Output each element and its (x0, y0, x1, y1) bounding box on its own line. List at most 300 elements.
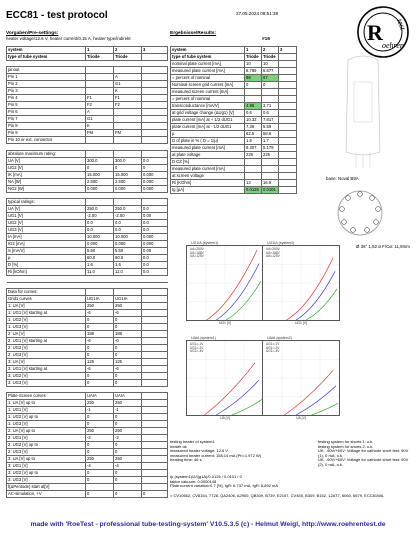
row-value (279, 159, 297, 166)
row-label: 2: UA [V] up to (7, 428, 86, 435)
row-value: 0.0 (86, 220, 114, 227)
row-value (114, 150, 142, 157)
table-row (171, 124, 297, 131)
row-value (142, 199, 168, 206)
row-value (279, 96, 297, 103)
row-value: 0.6 (262, 110, 279, 117)
row-value: F1 (86, 95, 114, 102)
row-label: Nominal screen grid current [mA] (171, 82, 245, 89)
row-value: 125 (86, 358, 114, 365)
row-value: 0 (86, 164, 114, 171)
row-value: 0 (114, 491, 142, 498)
row-value: 11.0 (86, 269, 114, 276)
base-label: base: Noval B9A (326, 176, 359, 181)
row-value (279, 54, 297, 61)
row-label: plate current [mA] at - 1/2 dUG1 (171, 124, 245, 131)
svg-text:test: test (395, 17, 408, 32)
row-value: 0.000 (142, 185, 168, 192)
row-value: 0.0126 (245, 187, 262, 194)
plot-legend: UA=250V UA=188V UA=125V (190, 247, 204, 259)
row-value (142, 435, 168, 442)
row-label: UG3 [V] (7, 227, 86, 234)
row-value (114, 137, 142, 144)
row-value: -6 (114, 309, 142, 316)
plot-ug1ia-system2 (262, 241, 340, 325)
table-row (7, 442, 168, 449)
row-value (142, 477, 168, 484)
row-value: 1 (86, 47, 114, 54)
table-row (171, 103, 297, 110)
row-value: -2 (86, 435, 114, 442)
row-value: 67 (262, 75, 279, 82)
row-value (142, 109, 168, 116)
row-value (142, 344, 168, 351)
row-label: 2: UG2 [V] up to (7, 442, 86, 449)
row-value: 10.000 (86, 234, 114, 241)
row-value (142, 484, 168, 491)
table-row (7, 372, 168, 379)
row-value (86, 199, 114, 206)
row-value: 0 (142, 164, 168, 171)
row-value: 58.6 (262, 131, 279, 138)
row-value: 0 (114, 316, 142, 323)
row-value: 3.71 (262, 103, 279, 110)
row-label: UA [V] (7, 206, 86, 213)
row-value (142, 295, 168, 302)
row-value: Triode (86, 54, 114, 61)
row-value (86, 137, 114, 144)
row-label: Plate-Screen curves (7, 393, 86, 400)
row-label: at plate voltage (171, 152, 245, 159)
table-row (7, 421, 168, 428)
table-row (7, 407, 168, 414)
row-label: plate current [mA] at + 1/2 dUG1 (171, 117, 245, 124)
row-value: G1 (86, 116, 114, 123)
table-row (171, 61, 297, 68)
row-label: 3: UG1 [V] (7, 463, 86, 470)
table-row (7, 358, 168, 365)
row-value (142, 358, 168, 365)
row-label: 1: UG1 [V] starting at (7, 309, 86, 316)
table-row (7, 171, 168, 178)
presettings-subtitle: heater voltage/12.6 V, heater current/0.15 A, heater type/indirekt (6, 36, 131, 41)
row-value (86, 81, 114, 88)
table-row (7, 234, 168, 241)
table-row (7, 295, 168, 302)
row-value: 0 (114, 351, 142, 358)
row-value: 0.0 (114, 227, 142, 234)
row-value: 0.0 (142, 220, 168, 227)
row-value: Triode (245, 54, 262, 61)
row-value: 0.0 (142, 206, 168, 213)
x-axis-label: UA [V] (220, 416, 230, 420)
row-value (279, 89, 297, 96)
row-value (279, 68, 297, 75)
table-row (7, 330, 168, 337)
row-value: 0 (86, 344, 114, 351)
table-row (7, 255, 168, 262)
row-value: 0 (86, 477, 114, 484)
row-label: 3: UA [V] up to (7, 456, 86, 463)
row-label: 1: UG2 [V] up to (7, 414, 86, 421)
table-row (7, 95, 168, 102)
row-value: 225 (245, 152, 262, 159)
plot-ug1ia-system1 (186, 241, 264, 325)
short-test-notes: testing system for shorts 1: o.k. testing system for shorts 2: o.k. UK: -90V/+60V: Voltage for cathode short test: 90V (1), 0 mA, o.k. UK: -90V/+60V: Voltage for cathode short test: 90V (2), 0 mA, o.k. (318, 439, 409, 467)
row-value (114, 288, 142, 295)
table-row (7, 393, 168, 400)
row-label: Ri [kOhm] (7, 269, 86, 276)
table-row (171, 75, 297, 82)
row-value: -6 (114, 337, 142, 344)
table-row (171, 131, 297, 138)
table-row (171, 187, 297, 194)
tube-number: #16 (262, 37, 271, 42)
row-value: 188 (86, 330, 114, 337)
row-value: 1.7 (262, 138, 279, 145)
row-value: 7.817 (262, 117, 279, 124)
timestamp: 27.05.2024 08:51:39 (236, 11, 279, 16)
row-value: 15.000 (86, 171, 114, 178)
row-value: 0 (86, 442, 114, 449)
row-label: IA [mA] (7, 234, 86, 241)
row-value (262, 159, 279, 166)
row-value: Triode (262, 54, 279, 61)
row-value: 3 (279, 47, 297, 54)
table-row (7, 206, 168, 213)
table-row (7, 456, 168, 463)
row-value (142, 470, 168, 477)
pinout-diagram (330, 183, 390, 243)
table-row (7, 88, 168, 95)
row-value: -6 (86, 309, 114, 316)
row-value: 2 (262, 47, 279, 54)
table-row (7, 379, 168, 386)
row-value: 0 (86, 316, 114, 323)
row-value: UG1IA (114, 295, 142, 302)
row-value (86, 88, 114, 95)
row-value: 0.0 (142, 157, 168, 164)
row-value (86, 150, 114, 157)
row-value: 0.00 (142, 248, 168, 255)
row-value (262, 96, 279, 103)
table-row (7, 309, 168, 316)
row-label: D CZ [%] (171, 159, 245, 166)
row-value: 0 (86, 470, 114, 477)
plot-title: UAIA (system1) (191, 336, 216, 340)
plot-title: UG1IA (system1) (191, 241, 219, 245)
row-label: UA [V] (7, 157, 86, 164)
row-value: 0.0 (142, 227, 168, 234)
row-value: 5.50 (86, 248, 114, 255)
table-row (7, 102, 168, 109)
row-value (245, 89, 262, 96)
row-label: at grid voltage change (ΔUg1) [V] (171, 110, 245, 117)
row-value (279, 145, 297, 152)
table-row (171, 68, 297, 75)
row-value (114, 109, 142, 116)
table-row (7, 428, 168, 435)
row-value: -1 (114, 407, 142, 414)
row-value: Triode (114, 54, 142, 61)
table-row (171, 54, 297, 61)
row-label: 2: UG1 [V] starting at (7, 337, 86, 344)
row-value (279, 173, 297, 180)
row-value (142, 123, 168, 130)
row-value: 1.6 (114, 262, 142, 269)
table-row (171, 96, 297, 103)
plot-title: UG1IA (system2) (267, 241, 295, 245)
row-value: 250.0 (86, 206, 114, 213)
table-row (7, 137, 168, 144)
row-value: 2.500 (86, 178, 114, 185)
row-value: 88 (245, 75, 262, 82)
table-row (171, 138, 297, 145)
row-value: 0 (114, 344, 142, 351)
row-value: A (114, 74, 142, 81)
row-label: type of tube system (171, 54, 245, 61)
row-value (142, 428, 168, 435)
row-label: 3: UG3 [V] (7, 477, 86, 484)
row-value (279, 61, 297, 68)
row-value (142, 379, 168, 386)
tube-dimensions: Ø 36° 1,82 ø F/Cø: 11,9mm (356, 244, 410, 249)
table-row (7, 81, 168, 88)
row-value: 0 (114, 477, 142, 484)
row-value (142, 323, 168, 330)
row-value (279, 110, 297, 117)
row-label: at screen voltage (171, 173, 245, 180)
row-value: 0 (114, 442, 142, 449)
row-value (262, 173, 279, 180)
row-value (114, 67, 142, 74)
row-value: 0.000 (86, 241, 114, 248)
row-value (114, 484, 142, 491)
table-row (7, 316, 168, 323)
row-value: 0.6 (245, 110, 262, 117)
results-table (170, 46, 297, 194)
row-label: µ (171, 131, 245, 138)
row-label: = percent of nominal (171, 96, 245, 103)
table-row (7, 74, 168, 81)
row-value: 10 (245, 61, 262, 68)
row-value (142, 316, 168, 323)
table-row (7, 365, 168, 372)
row-label: NG2 [W] (7, 185, 86, 192)
row-value (279, 117, 297, 124)
row-value (142, 150, 168, 157)
row-value: 0 (114, 379, 142, 386)
row-value (142, 407, 168, 414)
row-value: 0.0 (86, 227, 114, 234)
row-value (142, 74, 168, 81)
row-value: UAIA (86, 393, 114, 400)
row-value (142, 102, 168, 109)
row-value: 2 (114, 47, 142, 54)
row-value (245, 173, 262, 180)
row-label: 1: UG3 [V] (7, 421, 86, 428)
row-value: FM (114, 130, 142, 137)
row-value (142, 67, 168, 74)
row-value (142, 365, 168, 372)
row-value: -6 (86, 365, 114, 372)
table-row (7, 288, 168, 295)
row-label: pinout (7, 67, 86, 74)
table-row (7, 123, 168, 130)
table-row (7, 241, 168, 248)
row-label: 3: UA [V] (7, 358, 86, 365)
row-value: 0 (114, 414, 142, 421)
table-row (7, 414, 168, 421)
row-label: AC-simulation, +V (7, 491, 86, 498)
table-row (7, 213, 168, 220)
row-value: -6 (114, 365, 142, 372)
row-value (142, 81, 168, 88)
row-value: 250 (86, 302, 114, 309)
row-value (114, 116, 142, 123)
row-value: 0 (86, 421, 114, 428)
table-row (7, 351, 168, 358)
row-value: -4 (86, 463, 114, 470)
row-label: S [mA/V] (7, 248, 86, 255)
table-row (171, 110, 297, 117)
table-row (7, 435, 168, 442)
row-value (142, 130, 168, 137)
row-label: tg [µA] (171, 187, 245, 194)
row-value: A (86, 109, 114, 116)
table-row (7, 262, 168, 269)
row-value: 60.0 (114, 255, 142, 262)
row-value (142, 302, 168, 309)
row-label: Pin 9 (7, 130, 86, 137)
row-label: IK [mA] (7, 171, 86, 178)
table-row (7, 227, 168, 234)
row-value (142, 288, 168, 295)
row-value: 1 (245, 47, 262, 54)
table-row (171, 173, 297, 180)
row-value: 188 (114, 330, 142, 337)
table-row (7, 477, 168, 484)
row-value: 250 (114, 302, 142, 309)
row-label: Ri [KOhm] (171, 180, 245, 187)
row-label: 1: UA [V] up to (7, 400, 86, 407)
row-label: absolute maximum rating: (7, 150, 86, 157)
tube-outline-drawing (328, 52, 398, 172)
x-axis-label: UG1 [V] (218, 321, 232, 325)
row-value (279, 187, 297, 194)
row-value: 0.000 (142, 241, 168, 248)
table-row (7, 463, 168, 470)
plot-legend: UG1=-1V UG1=-2V UG1=-4V (266, 342, 280, 354)
row-label: 2: UG1 [V] (7, 435, 86, 442)
plot-uaia-system1 (186, 336, 264, 420)
row-value (142, 456, 168, 463)
row-value: F2 (114, 102, 142, 109)
row-value: 62.5 (245, 131, 262, 138)
row-label: Pin 1 (7, 74, 86, 81)
row-value: -6 (86, 337, 114, 344)
table-row (7, 116, 168, 123)
row-value (142, 54, 168, 61)
table-row (7, 269, 168, 276)
row-value: -2 (114, 435, 142, 442)
row-value: 1.6 (245, 138, 262, 145)
row-value: 250 (86, 456, 114, 463)
row-value (86, 484, 114, 491)
row-label: 1: UG1 [V] (7, 407, 86, 414)
row-label: transconductance [mA/V] (171, 103, 245, 110)
row-value: 13 (245, 180, 262, 187)
row-value: 0 (114, 372, 142, 379)
row-value: 0 (86, 414, 114, 421)
row-value: 7.36 (245, 124, 262, 131)
table-row (171, 159, 297, 166)
row-value: 0.000 (142, 171, 168, 178)
row-value: 0 (245, 82, 262, 89)
row-value (114, 123, 142, 130)
row-value: 5.59 (262, 124, 279, 131)
row-value: 0 (86, 449, 114, 456)
row-value: -4 (114, 463, 142, 470)
table-row (7, 491, 168, 498)
row-value: 0.0 (142, 262, 168, 269)
row-value: 300.0 (114, 157, 142, 164)
table-row (7, 47, 168, 54)
svg-text:R: R (367, 20, 383, 45)
row-label: D of plate in % ( D = 1/µ) (171, 138, 245, 145)
row-value: 0 (86, 323, 114, 330)
table-row (171, 89, 297, 96)
row-value (86, 67, 114, 74)
row-label: 1: UG3 [V] (7, 323, 86, 330)
table-row (7, 199, 168, 206)
row-label: 3: UG1 [V] starting at (7, 365, 86, 372)
row-value: -2.00 (86, 213, 114, 220)
row-label: 1: UG2 [V] (7, 316, 86, 323)
row-value: UG1IA (86, 295, 114, 302)
row-value: 250 (114, 428, 142, 435)
row-value: 8.785 (245, 68, 262, 75)
row-value: 0 (114, 470, 142, 477)
table-row (7, 248, 168, 255)
row-value: 0 (86, 351, 114, 358)
row-value: 4.95 (245, 103, 262, 110)
row-label: f(ΔPentode) start at[V] (7, 484, 86, 491)
row-value (279, 180, 297, 187)
row-value: 0 (114, 421, 142, 428)
row-value (279, 82, 297, 89)
row-value (142, 393, 168, 400)
row-value: FM (86, 130, 114, 137)
row-value: 250 (86, 428, 114, 435)
row-value: 300.0 (86, 157, 114, 164)
row-label: nominal plate current [mA] (171, 61, 245, 68)
row-value: 2.500 (114, 178, 142, 185)
presettings-table (6, 46, 168, 498)
row-value: 0.000 (86, 185, 114, 192)
row-value: 250 (114, 456, 142, 463)
svg-text:oehren: oehren (382, 41, 404, 50)
table-row (7, 337, 168, 344)
row-label: Pin 2 (7, 81, 86, 88)
row-value (279, 103, 297, 110)
row-label: D [%] (7, 262, 86, 269)
row-value: 0.000 (142, 178, 168, 185)
row-value: 0 (262, 82, 279, 89)
table-row (171, 152, 297, 159)
table-row (7, 185, 168, 192)
row-value: 10.33 (245, 117, 262, 124)
